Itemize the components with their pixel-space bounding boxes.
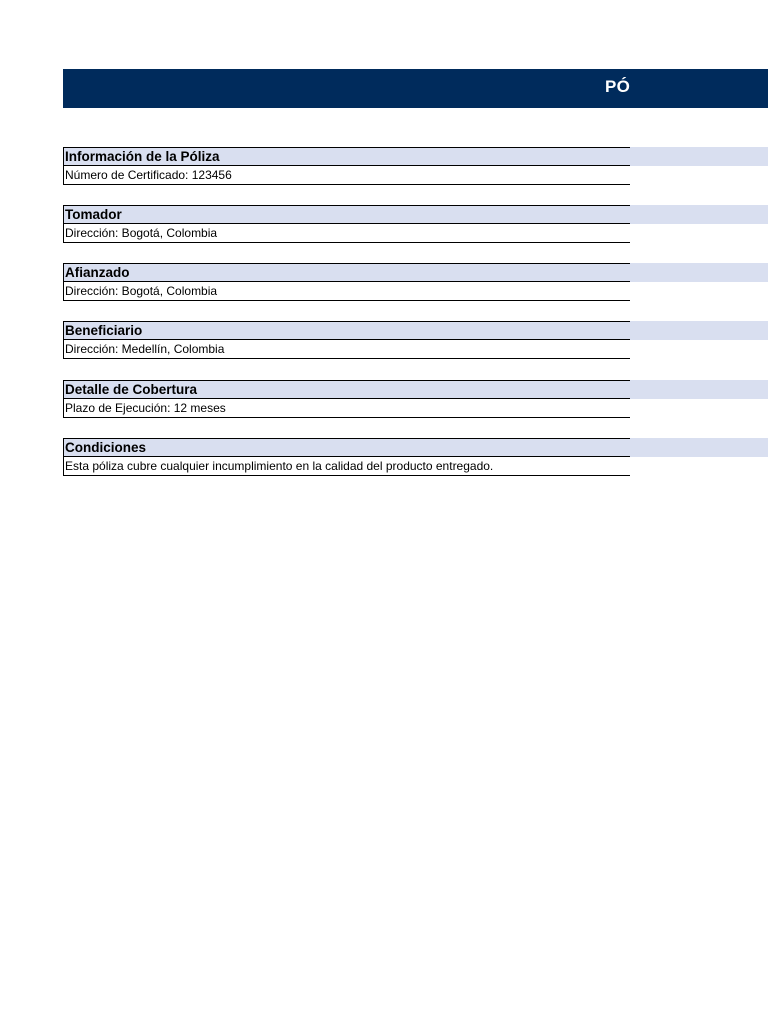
section-header-label: Beneficiario [63, 321, 630, 340]
section-header-label: Condiciones [63, 438, 630, 457]
section-header-label: Afianzado [63, 263, 630, 282]
section-afianzado [63, 263, 768, 301]
section-header [63, 321, 768, 340]
section-header [63, 263, 768, 282]
section-row-label: Dirección: Bogotá, Colombia [63, 282, 630, 301]
section-row [63, 166, 768, 185]
section-header [63, 438, 768, 457]
section-row-label: Esta póliza cubre cualquier incumplimiento en la calidad del producto entregado. [63, 457, 630, 476]
section-row-label: Dirección: Bogotá, Colombia [63, 224, 630, 243]
title-bar [63, 69, 768, 108]
section-header [63, 147, 768, 166]
section-header [63, 205, 768, 224]
section-row [63, 457, 768, 476]
section-policy-info [63, 147, 768, 185]
section-row [63, 224, 768, 243]
section-row [63, 340, 768, 359]
section-header-label: Información de la Póliza [63, 147, 630, 166]
section-header-label: Detalle de Cobertura [63, 380, 630, 399]
section-row-label: Dirección: Medellín, Colombia [63, 340, 630, 359]
section-header [63, 380, 768, 399]
section-coverage-detail [63, 380, 768, 418]
section-conditions [63, 438, 768, 476]
section-tomador [63, 205, 768, 243]
section-row-label: Plazo de Ejecución: 12 meses [63, 399, 630, 418]
section-row [63, 282, 768, 301]
section-row [63, 399, 768, 418]
section-beneficiario [63, 321, 768, 359]
section-header-label: Tomador [63, 205, 630, 224]
document-title: PÓ [605, 77, 631, 96]
section-row-label: Número de Certificado: 123456 [63, 166, 630, 185]
